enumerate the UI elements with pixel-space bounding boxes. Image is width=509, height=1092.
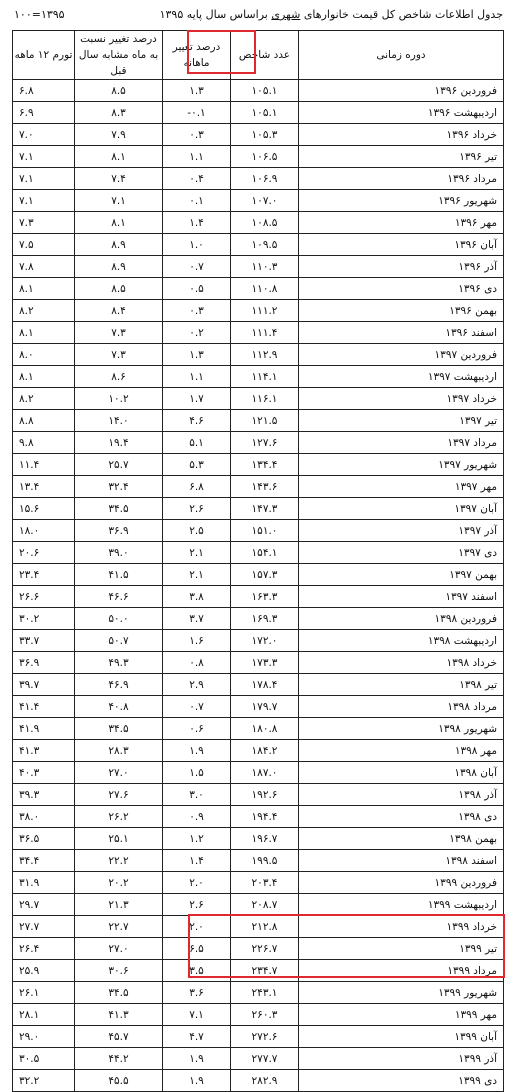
table-row	[13, 476, 504, 498]
cell-monthly-change: ۰.۳	[163, 300, 231, 322]
cell-period: فروردین ۱۳۹۷	[299, 344, 504, 366]
cell-yoy-change: ۲۰.۲	[75, 872, 163, 894]
cell-period: اسفند ۱۳۹۸	[299, 850, 504, 872]
cell-12-month-inflation: ۱۳.۴	[13, 476, 75, 498]
header-monthly-change: درصد تغییر ماهانه	[163, 31, 231, 80]
cell-index: ۱۸۰.۸	[231, 718, 299, 740]
header-12-month-inflation: تورم ۱۲ ماهه	[13, 31, 75, 80]
cell-12-month-inflation: ۷.۳	[13, 212, 75, 234]
cell-period: اردیبهشت ۱۳۹۹	[299, 894, 504, 916]
cell-period: مهر ۱۳۹۷	[299, 476, 504, 498]
header-row	[13, 31, 504, 80]
cell-yoy-change: ۴۱.۵	[75, 564, 163, 586]
cell-monthly-change: ۲.۱	[163, 564, 231, 586]
table-row	[13, 586, 504, 608]
cell-index: ۱۱۶.۱	[231, 388, 299, 410]
table-row	[13, 234, 504, 256]
cell-period: تیر ۱۳۹۸	[299, 674, 504, 696]
cell-yoy-change: ۷.۳	[75, 344, 163, 366]
cell-period: آذر ۱۳۹۹	[299, 1048, 504, 1070]
cell-index: ۱۶۹.۳	[231, 608, 299, 630]
price-index-table	[12, 30, 504, 1092]
cell-period: مهر ۱۳۹۹	[299, 1004, 504, 1026]
cell-index: ۱۹۹.۵	[231, 850, 299, 872]
cell-index: ۱۰۵.۳	[231, 124, 299, 146]
caption-after: براساس سال پایه ۱۳۹۵	[159, 8, 268, 21]
cell-yoy-change: ۲۷.۶	[75, 784, 163, 806]
cell-12-month-inflation: ۸.۲	[13, 300, 75, 322]
cell-monthly-change: ۴.۷	[163, 1026, 231, 1048]
cell-12-month-inflation: ۶.۹	[13, 102, 75, 124]
cell-monthly-change: ۱.۳	[163, 80, 231, 102]
table-row	[13, 388, 504, 410]
cell-yoy-change: ۸.۴	[75, 300, 163, 322]
table-row	[13, 300, 504, 322]
cell-index: ۱۰۵.۱	[231, 80, 299, 102]
cell-monthly-change: ۲.۹	[163, 674, 231, 696]
cell-index: ۲۱۲.۸	[231, 916, 299, 938]
cell-12-month-inflation: ۲۶.۱	[13, 982, 75, 1004]
cell-index: ۱۱۰.۸	[231, 278, 299, 300]
cell-index: ۲۶۰.۳	[231, 1004, 299, 1026]
cell-12-month-inflation: ۲۷.۷	[13, 916, 75, 938]
cell-12-month-inflation: ۱۱.۴	[13, 454, 75, 476]
cell-period: آذر ۱۳۹۷	[299, 520, 504, 542]
table-row	[13, 762, 504, 784]
caption-before: جدول اطلاعات شاخص کل قیمت خانوارهای	[303, 8, 503, 21]
cell-index: ۱۰۵.۱	[231, 102, 299, 124]
cell-yoy-change: ۸.۶	[75, 366, 163, 388]
cell-period: آبان ۱۳۹۷	[299, 498, 504, 520]
cell-index: ۱۰۸.۵	[231, 212, 299, 234]
table-body	[13, 80, 504, 1092]
cell-yoy-change: ۸.۹	[75, 234, 163, 256]
table-row	[13, 344, 504, 366]
cell-yoy-change: ۸.۵	[75, 80, 163, 102]
cell-monthly-change: ۲.۰	[163, 916, 231, 938]
cell-12-month-inflation: ۲۶.۶	[13, 586, 75, 608]
cell-index: ۲۲۶.۷	[231, 938, 299, 960]
table-row	[13, 564, 504, 586]
table-caption	[0, 8, 509, 26]
table-row	[13, 938, 504, 960]
cell-yoy-change: ۲۷.۰	[75, 762, 163, 784]
table-row	[13, 1070, 504, 1092]
cell-12-month-inflation: ۴۱.۳	[13, 740, 75, 762]
cell-yoy-change: ۳۹.۰	[75, 542, 163, 564]
cell-period: آبان ۱۳۹۹	[299, 1026, 504, 1048]
cell-12-month-inflation: ۲۹.۷	[13, 894, 75, 916]
cell-period: شهریور ۱۳۹۹	[299, 982, 504, 1004]
cell-monthly-change: ۶.۵	[163, 938, 231, 960]
cell-12-month-inflation: ۴۱.۴	[13, 696, 75, 718]
cell-yoy-change: ۴۵.۵	[75, 1070, 163, 1092]
cell-monthly-change: ۲.۶	[163, 498, 231, 520]
cell-monthly-change: ۵.۱	[163, 432, 231, 454]
cell-period: خرداد ۱۳۹۷	[299, 388, 504, 410]
cell-12-month-inflation: ۷.۱	[13, 190, 75, 212]
cell-12-month-inflation: ۷.۱	[13, 146, 75, 168]
cell-monthly-change: ۳.۰	[163, 784, 231, 806]
table-row	[13, 960, 504, 982]
cell-monthly-change: ۰.۶	[163, 718, 231, 740]
cell-monthly-change: ۰.۴	[163, 168, 231, 190]
cell-period: بهمن ۱۳۹۷	[299, 564, 504, 586]
cell-yoy-change: ۸.۳	[75, 102, 163, 124]
table-row	[13, 322, 504, 344]
cell-monthly-change: ۰.۱	[163, 190, 231, 212]
cell-yoy-change: ۴۱.۳	[75, 1004, 163, 1026]
cell-12-month-inflation: ۲۳.۴	[13, 564, 75, 586]
cell-12-month-inflation: ۲۰.۶	[13, 542, 75, 564]
table-row	[13, 630, 504, 652]
cell-12-month-inflation: ۸.۰	[13, 344, 75, 366]
cell-monthly-change: ۱.۵	[163, 762, 231, 784]
cell-index: ۲۰۳.۴	[231, 872, 299, 894]
cell-12-month-inflation: ۳۱.۹	[13, 872, 75, 894]
cell-monthly-change: ۱.۲	[163, 828, 231, 850]
table-row	[13, 146, 504, 168]
cell-12-month-inflation: ۳۶.۹	[13, 652, 75, 674]
cell-index: ۱۱۱.۴	[231, 322, 299, 344]
cell-yoy-change: ۷.۹	[75, 124, 163, 146]
cell-index: ۱۷۳.۳	[231, 652, 299, 674]
table-row	[13, 652, 504, 674]
table-row	[13, 454, 504, 476]
header-yoy-change: درصد تغییر نسبت به ماه مشابه سال قبل	[75, 31, 163, 80]
cell-monthly-change: ۱.۹	[163, 1048, 231, 1070]
cell-monthly-change: ۱.۱	[163, 146, 231, 168]
table-row	[13, 542, 504, 564]
cell-12-month-inflation: ۷.۸	[13, 256, 75, 278]
cell-index: ۱۳۴.۴	[231, 454, 299, 476]
cell-monthly-change: ۳.۶	[163, 982, 231, 1004]
cell-yoy-change: ۴۶.۶	[75, 586, 163, 608]
cell-12-month-inflation: ۶.۸	[13, 80, 75, 102]
cell-monthly-change: ۱.۰	[163, 234, 231, 256]
cell-period: اردیبهشت ۱۳۹۶	[299, 102, 504, 124]
caption-text	[160, 8, 503, 21]
cell-index: ۱۷۹.۷	[231, 696, 299, 718]
cell-index: ۲۷۲.۶	[231, 1026, 299, 1048]
header-period: دوره زمانی	[299, 31, 504, 80]
cell-12-month-inflation: ۲۵.۹	[13, 960, 75, 982]
cell-period: فروردین ۱۳۹۹	[299, 872, 504, 894]
cell-period: تیر ۱۳۹۹	[299, 938, 504, 960]
cell-index: ۲۸۲.۹	[231, 1070, 299, 1092]
table-row	[13, 432, 504, 454]
cell-12-month-inflation: ۸.۱	[13, 278, 75, 300]
cell-index: ۱۲۱.۵	[231, 410, 299, 432]
cell-index: ۱۷۸.۴	[231, 674, 299, 696]
cell-yoy-change: ۱۴.۰	[75, 410, 163, 432]
cell-12-month-inflation: ۸.۱	[13, 322, 75, 344]
cell-yoy-change: ۲۲.۷	[75, 916, 163, 938]
cell-monthly-change: ۰.۹	[163, 806, 231, 828]
cell-yoy-change: ۷.۴	[75, 168, 163, 190]
cell-yoy-change: ۲۵.۷	[75, 454, 163, 476]
caption-underlined: شهری	[271, 8, 301, 21]
cell-index: ۱۷۲.۰	[231, 630, 299, 652]
cell-12-month-inflation: ۳۹.۷	[13, 674, 75, 696]
cell-yoy-change: ۸.۱	[75, 212, 163, 234]
cell-12-month-inflation: ۸.۸	[13, 410, 75, 432]
cell-12-month-inflation: ۷.۱	[13, 168, 75, 190]
cell-12-month-inflation: ۳۰.۲	[13, 608, 75, 630]
cell-yoy-change: ۱۹.۴	[75, 432, 163, 454]
cell-yoy-change: ۲۶.۲	[75, 806, 163, 828]
cell-monthly-change: ۳.۷	[163, 608, 231, 630]
cell-yoy-change: ۸.۹	[75, 256, 163, 278]
cell-monthly-change: ۱.۹	[163, 1070, 231, 1092]
cell-monthly-change: ۴.۶	[163, 410, 231, 432]
cell-period: فروردین ۱۳۹۶	[299, 80, 504, 102]
cell-index: ۱۹۲.۶	[231, 784, 299, 806]
cell-yoy-change: ۲۲.۲	[75, 850, 163, 872]
cell-12-month-inflation: ۴۱.۹	[13, 718, 75, 740]
cell-index: ۱۱۲.۹	[231, 344, 299, 366]
cell-period: دی ۱۳۹۷	[299, 542, 504, 564]
cell-period: آبان ۱۳۹۶	[299, 234, 504, 256]
cell-yoy-change: ۴۹.۳	[75, 652, 163, 674]
cell-12-month-inflation: ۲۶.۴	[13, 938, 75, 960]
cell-monthly-change: ۱.۱	[163, 366, 231, 388]
cell-yoy-change: ۵۰.۷	[75, 630, 163, 652]
table-row	[13, 80, 504, 102]
cell-yoy-change: ۴۶.۹	[75, 674, 163, 696]
table-row	[13, 850, 504, 872]
cell-period: اسفند ۱۳۹۷	[299, 586, 504, 608]
cell-period: بهمن ۱۳۹۶	[299, 300, 504, 322]
table-row	[13, 1004, 504, 1026]
table-row	[13, 410, 504, 432]
cell-period: بهمن ۱۳۹۸	[299, 828, 504, 850]
cell-monthly-change: ۰.۸	[163, 652, 231, 674]
cell-12-month-inflation: ۲۹.۰	[13, 1026, 75, 1048]
cell-period: تیر ۱۳۹۶	[299, 146, 504, 168]
cell-yoy-change: ۳۲.۴	[75, 476, 163, 498]
table-row	[13, 1026, 504, 1048]
cell-yoy-change: ۸.۱	[75, 146, 163, 168]
cell-period: اسفند ۱۳۹۶	[299, 322, 504, 344]
cell-12-month-inflation: ۸.۲	[13, 388, 75, 410]
cell-12-month-inflation: ۲۸.۱	[13, 1004, 75, 1026]
cell-period: خرداد ۱۳۹۸	[299, 652, 504, 674]
cell-monthly-change: ۲.۵	[163, 520, 231, 542]
cell-period: تیر ۱۳۹۷	[299, 410, 504, 432]
cell-yoy-change: ۴۵.۷	[75, 1026, 163, 1048]
table-row	[13, 366, 504, 388]
cell-period: مهر ۱۳۹۸	[299, 740, 504, 762]
cell-monthly-change: ۱.۷	[163, 388, 231, 410]
cell-monthly-change: ۰.۱-	[163, 102, 231, 124]
cell-yoy-change: ۵۰.۰	[75, 608, 163, 630]
cell-period: مرداد ۱۳۹۶	[299, 168, 504, 190]
cell-yoy-change: ۴۰.۸	[75, 696, 163, 718]
cell-monthly-change: ۱.۴	[163, 850, 231, 872]
cell-period: آبان ۱۳۹۸	[299, 762, 504, 784]
cell-index: ۲۷۷.۷	[231, 1048, 299, 1070]
cell-12-month-inflation: ۴۰.۳	[13, 762, 75, 784]
cell-monthly-change: ۱.۴	[163, 212, 231, 234]
cell-period: دی ۱۳۹۶	[299, 278, 504, 300]
cell-yoy-change: ۳۰.۶	[75, 960, 163, 982]
cell-12-month-inflation: ۳۸.۰	[13, 806, 75, 828]
cell-yoy-change: ۷.۳	[75, 322, 163, 344]
cell-12-month-inflation: ۱۵.۶	[13, 498, 75, 520]
table-row	[13, 894, 504, 916]
cell-index: ۱۰۶.۵	[231, 146, 299, 168]
cell-monthly-change: ۵.۳	[163, 454, 231, 476]
cell-period: مرداد ۱۳۹۸	[299, 696, 504, 718]
cell-yoy-change: ۲۷.۰	[75, 938, 163, 960]
cell-monthly-change: ۷.۱	[163, 1004, 231, 1026]
cell-index: ۱۰۷.۰	[231, 190, 299, 212]
cell-monthly-change: ۱.۹	[163, 740, 231, 762]
table-row	[13, 916, 504, 938]
cell-period: دی ۱۳۹۹	[299, 1070, 504, 1092]
cell-monthly-change: ۱.۳	[163, 344, 231, 366]
cell-period: مهر ۱۳۹۶	[299, 212, 504, 234]
cell-index: ۱۱۱.۲	[231, 300, 299, 322]
cell-index: ۱۸۴.۲	[231, 740, 299, 762]
cell-monthly-change: ۲.۰	[163, 872, 231, 894]
table-row	[13, 124, 504, 146]
cell-monthly-change: ۰.۷	[163, 256, 231, 278]
cell-12-month-inflation: ۳۴.۴	[13, 850, 75, 872]
cell-monthly-change: ۳.۸	[163, 586, 231, 608]
table-row	[13, 674, 504, 696]
cell-yoy-change: ۱۰.۲	[75, 388, 163, 410]
cell-index: ۲۴۳.۱	[231, 982, 299, 1004]
cell-monthly-change: ۰.۷	[163, 696, 231, 718]
cell-period: آذر ۱۳۹۸	[299, 784, 504, 806]
cell-yoy-change: ۴۴.۲	[75, 1048, 163, 1070]
cell-index: ۱۸۷.۰	[231, 762, 299, 784]
table-row	[13, 718, 504, 740]
cell-yoy-change: ۷.۱	[75, 190, 163, 212]
cell-index: ۱۲۷.۶	[231, 432, 299, 454]
cell-index: ۱۵۱.۰	[231, 520, 299, 542]
cell-12-month-inflation: ۱۸.۰	[13, 520, 75, 542]
table-row	[13, 520, 504, 542]
table-row	[13, 190, 504, 212]
cell-yoy-change: ۲۵.۱	[75, 828, 163, 850]
cell-monthly-change: ۱.۶	[163, 630, 231, 652]
table-row	[13, 256, 504, 278]
cell-index: ۱۰۶.۹	[231, 168, 299, 190]
header-index: عدد شاخص	[231, 31, 299, 80]
cell-index: ۱۴۳.۶	[231, 476, 299, 498]
cell-monthly-change: ۶.۸	[163, 476, 231, 498]
cell-period: خرداد ۱۳۹۶	[299, 124, 504, 146]
cell-12-month-inflation: ۷.۵	[13, 234, 75, 256]
cell-period: فروردین ۱۳۹۸	[299, 608, 504, 630]
cell-monthly-change: ۰.۳	[163, 124, 231, 146]
cell-12-month-inflation: ۳۶.۵	[13, 828, 75, 850]
cell-monthly-change: ۲.۶	[163, 894, 231, 916]
table-row	[13, 278, 504, 300]
cell-yoy-change: ۲۱.۳	[75, 894, 163, 916]
cell-period: آذر ۱۳۹۶	[299, 256, 504, 278]
cell-12-month-inflation: ۳۰.۵	[13, 1048, 75, 1070]
cell-12-month-inflation: ۷.۰	[13, 124, 75, 146]
cell-yoy-change: ۳۶.۹	[75, 520, 163, 542]
cell-period: مرداد ۱۳۹۷	[299, 432, 504, 454]
cell-monthly-change: ۰.۲	[163, 322, 231, 344]
cell-monthly-change: ۰.۵	[163, 278, 231, 300]
cell-index: ۱۶۳.۳	[231, 586, 299, 608]
table-row	[13, 1048, 504, 1070]
cell-period: اردیبهشت ۱۳۹۸	[299, 630, 504, 652]
cell-index: ۱۴۷.۳	[231, 498, 299, 520]
table-row	[13, 168, 504, 190]
table-row	[13, 608, 504, 630]
cell-period: شهریور ۱۳۹۸	[299, 718, 504, 740]
cell-index: ۱۵۷.۳	[231, 564, 299, 586]
cell-yoy-change: ۲۸.۳	[75, 740, 163, 762]
cell-period: مرداد ۱۳۹۹	[299, 960, 504, 982]
table-row	[13, 102, 504, 124]
cell-period: خرداد ۱۳۹۹	[299, 916, 504, 938]
cell-12-month-inflation: ۹.۸	[13, 432, 75, 454]
cell-yoy-change: ۳۴.۵	[75, 498, 163, 520]
cell-period: اردیبهشت ۱۳۹۷	[299, 366, 504, 388]
cell-index: ۲۰۸.۷	[231, 894, 299, 916]
table-row	[13, 212, 504, 234]
cell-12-month-inflation: ۳۲.۲	[13, 1070, 75, 1092]
table-row	[13, 806, 504, 828]
cell-index: ۱۹۴.۴	[231, 806, 299, 828]
table-row	[13, 872, 504, 894]
table-row	[13, 696, 504, 718]
cell-index: ۱۱۴.۱	[231, 366, 299, 388]
table-row	[13, 828, 504, 850]
cell-period: شهریور ۱۳۹۷	[299, 454, 504, 476]
cell-index: ۱۵۴.۱	[231, 542, 299, 564]
cell-index: ۲۳۴.۷	[231, 960, 299, 982]
cell-yoy-change: ۸.۵	[75, 278, 163, 300]
cell-12-month-inflation: ۳۳.۷	[13, 630, 75, 652]
table-row	[13, 784, 504, 806]
cell-12-month-inflation: ۳۹.۳	[13, 784, 75, 806]
table-row	[13, 740, 504, 762]
cell-yoy-change: ۳۴.۵	[75, 982, 163, 1004]
cell-yoy-change: ۳۴.۵	[75, 718, 163, 740]
cell-period: شهریور ۱۳۹۶	[299, 190, 504, 212]
cell-index: ۱۹۶.۷	[231, 828, 299, 850]
cell-monthly-change: ۲.۱	[163, 542, 231, 564]
table-row	[13, 498, 504, 520]
cell-12-month-inflation: ۸.۱	[13, 366, 75, 388]
base-year-label: ۱۰۰=۱۳۹۵	[14, 8, 65, 21]
cell-index: ۱۱۰.۳	[231, 256, 299, 278]
cell-index: ۱۰۹.۵	[231, 234, 299, 256]
cell-monthly-change: ۳.۵	[163, 960, 231, 982]
cell-period: دی ۱۳۹۸	[299, 806, 504, 828]
